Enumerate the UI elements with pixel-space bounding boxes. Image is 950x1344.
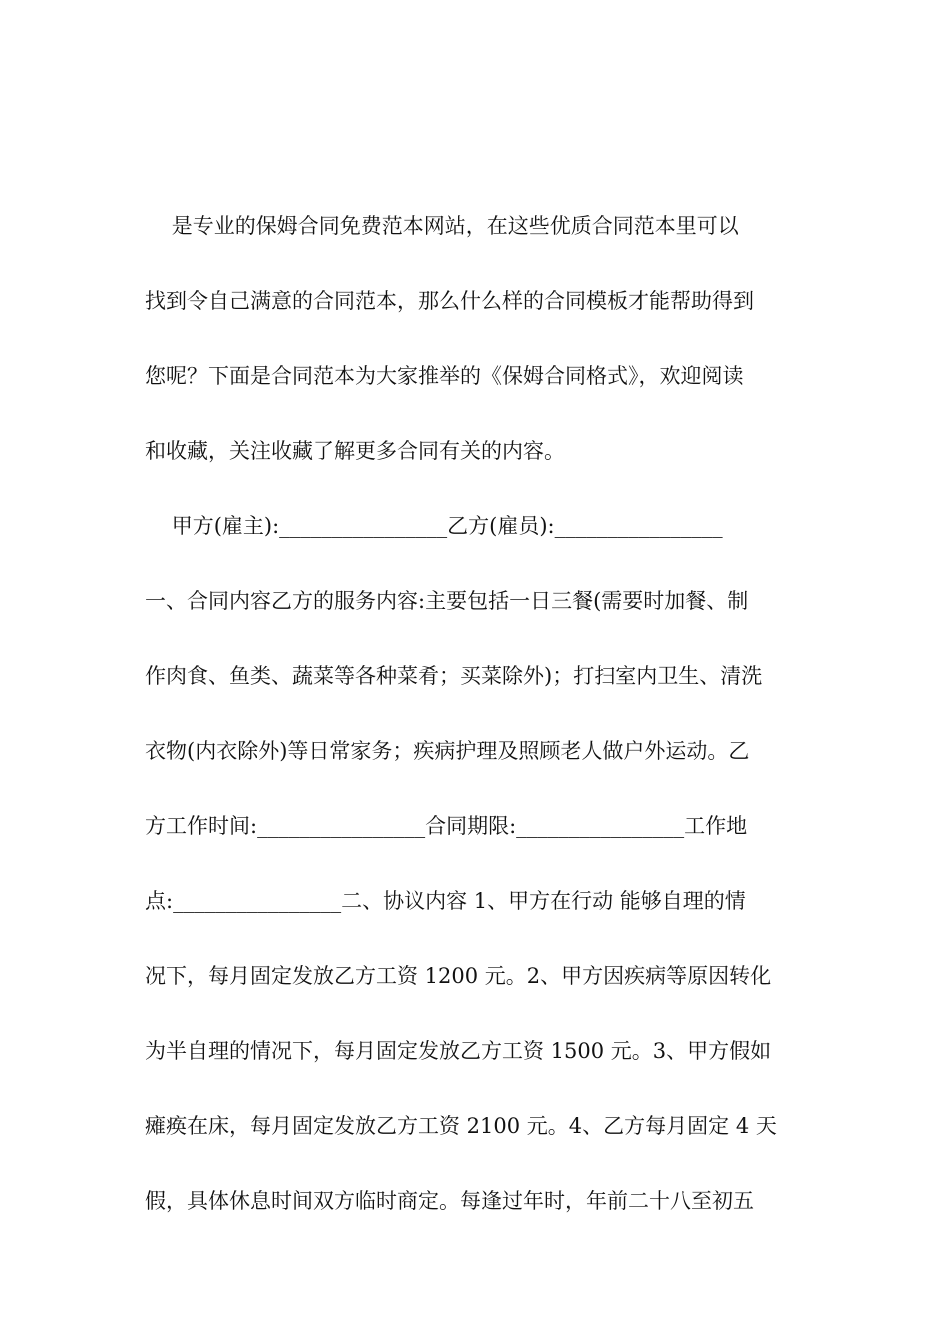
contract-text-line-9: 假，具体休息时间双方临时商定。每逢过年时，年前二十八至初五 [145, 1189, 754, 1213]
paragraph-intro-line-4: 和收藏，关注收藏了解更多合同有关的内容。 [145, 439, 565, 463]
paragraph-intro-line-2: 找到令自己满意的合同范本，那么什么样的合同模板才能帮助得到 [145, 289, 754, 313]
contract-text-line-1: 一、合同内容乙方的服务内容:主要包括一日三餐(需要时加餐、制 [145, 589, 749, 613]
contract-text-line-4: 方工作时间:________________合同期限:________________工作地 [145, 814, 748, 838]
contract-text-line-3: 衣物(内衣除外)等日常家务；疾病护理及照顾老人做户外运动。乙 [145, 739, 750, 763]
paragraph-intro-line-1: 是专业的保姆合同免费范本网站，在这些优质合同范本里可以 [145, 214, 739, 238]
contract-text-line-7: 为半自理的情况下，每月固定发放乙方工资 1500 元。3、甲方假如 [145, 1039, 772, 1063]
contract-text-line-2: 作肉食、鱼类、蔬菜等各种菜肴；买菜除外)；打扫室内卫生、清洗 [145, 664, 763, 688]
contract-text-line-8: 瘫痪在床，每月固定发放乙方工资 2100 元。4、乙方每月固定 4 天 [145, 1114, 777, 1138]
contract-body-text [145, 206, 805, 1256]
paragraph-intro-line-3: 您呢？下面是合同范本为大家推举的《保姆合同格式》，欢迎阅读 [145, 364, 744, 388]
contract-text-line-6: 况下，每月固定发放乙方工资 1200 元。2、甲方因疾病等原因转化 [145, 964, 772, 988]
contract-text-line-5: 点:________________二、协议内容 1、甲方在行动 能够自理的情 [145, 889, 746, 913]
party-fill-in-line: 甲方(雇主):________________乙方(雇员):________________ [145, 514, 723, 538]
